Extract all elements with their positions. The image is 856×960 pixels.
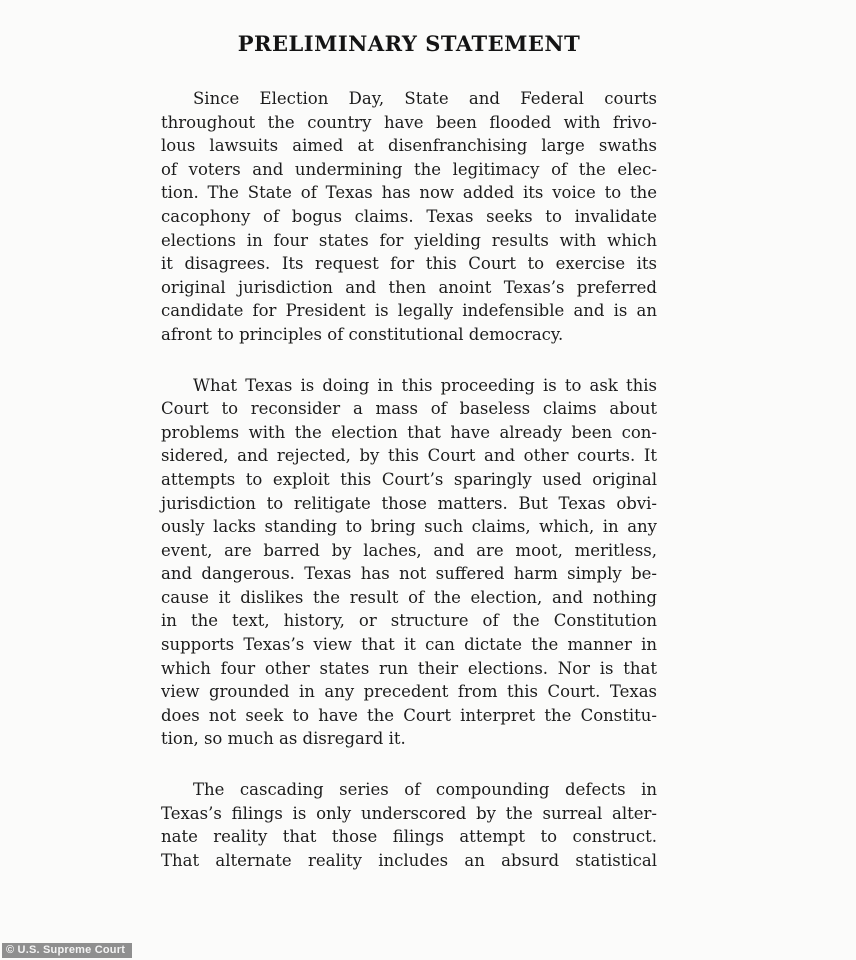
text-line: of voters and undermining the legitimacy of the elec- [161,159,657,179]
paragraph [161,87,657,347]
text-line: tion, so much as disregard it. [161,729,406,749]
text-line: afront to principles of constitutional democracy. [161,324,564,344]
document-page [161,0,657,899]
text-line: jurisdiction to relitigate those matters. But Texas obvi- [161,493,657,513]
text-line: supports Texas’s view that it can dictate the manner in [161,635,657,655]
text-line: nate reality that those filings attempt to construct. [161,827,657,847]
text-line: does not seek to have the Court interpret the Constitu- [161,705,657,725]
text-line: which four other states run their elections. Nor is that [161,658,657,678]
text-line: attempts to exploit this Court’s sparingly used original [161,469,657,489]
text-line: lous lawsuits aimed at disenfranchising large swaths [161,136,657,156]
document-body [161,87,657,872]
text-line: original jurisdiction and then anoint Texas’s preferred [161,277,657,297]
text-line: throughout the country have been flooded with frivo- [161,112,657,132]
text-line: candidate for President is legally indefensible and is an [161,301,657,321]
text-line: in the text, history, or structure of the Constitution [161,611,657,631]
text-line: event, are barred by laches, and are moot, meritless, [161,540,657,560]
text-line: tion. The State of Texas has now added its voice to the [161,183,657,203]
text-line: view grounded in any precedent from this Court. Texas [161,682,657,702]
text-line: cacophony of bogus claims. Texas seeks to invalidate [161,206,657,226]
text-line: Texas’s filings is only underscored by the surreal alter- [161,803,657,823]
text-line: That alternate reality includes an absurd statistical [161,850,657,870]
text-line: problems with the election that have already been con- [161,422,657,442]
text-line: Court to reconsider a mass of baseless claims about [161,399,657,419]
text-line: What Texas is doing in this proceeding is to ask this [193,375,657,395]
text-line: and dangerous. Texas has not suffered harm simply be- [161,564,657,584]
page-title: PRELIMINARY STATEMENT [237,31,581,56]
text-line: elections in four states for yielding results with which [161,230,657,250]
watermark-badge: © U.S. Supreme Court [2,943,132,958]
text-line: it disagrees. Its request for this Court to exercise its [161,254,657,274]
text-line: The cascading series of compounding defects in [193,780,657,800]
paragraph [161,778,657,872]
paragraph [161,374,657,752]
text-line: sidered, and rejected, by this Court and other courts. It [161,446,657,466]
text-line: Since Election Day, State and Federal courts [193,89,657,108]
text-line: ously lacks standing to bring such claims, which, in any [161,517,657,537]
text-line: cause it dislikes the result of the election, and nothing [161,587,657,607]
